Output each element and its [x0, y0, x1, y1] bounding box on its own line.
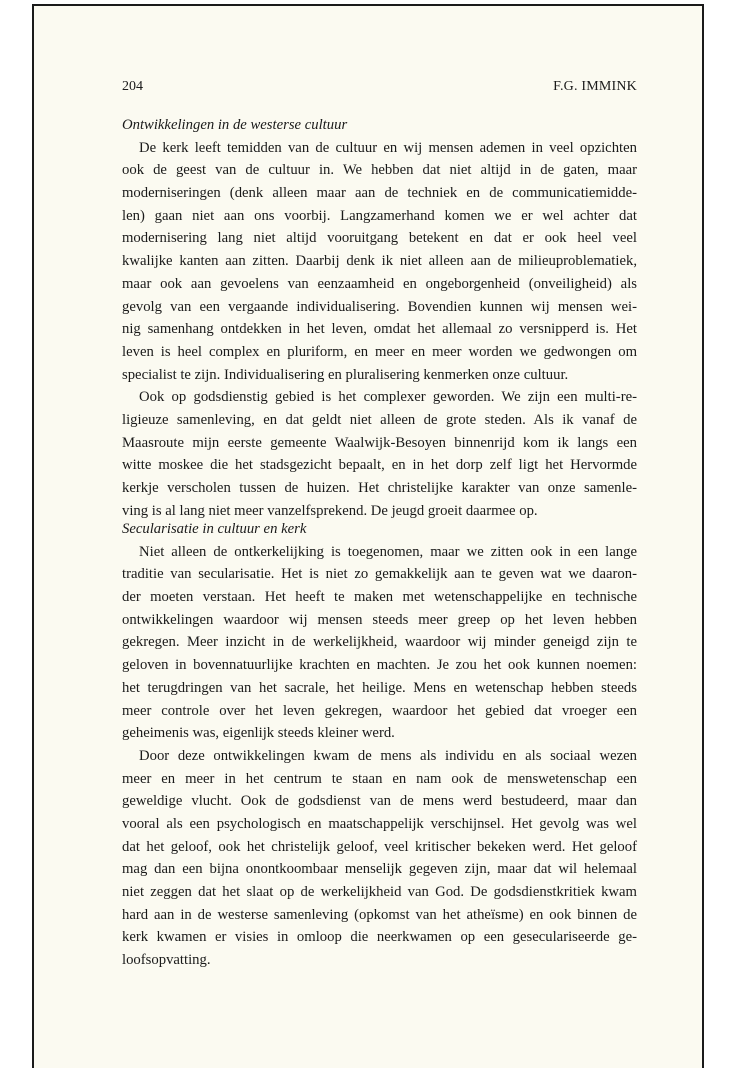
text-line: dat het geloof, ook het christelijk geloof, veel kritischer bekeken werd. Het geloof: [122, 838, 637, 855]
text-line: meer en meer in het centrum te staan en nam ook de menswetenschap een: [122, 770, 637, 787]
text-line: leven is heel complex en pluriform, en meer en meer worden we gedwongen om: [122, 343, 637, 360]
paragraph: [122, 541, 637, 745]
paragraph: [122, 745, 637, 972]
text-line: modernisering lang niet altijd vooruitgang betekent en dat er ook heel veel: [122, 230, 637, 247]
section-ontwikkelingen: [122, 114, 637, 522]
section-body: [122, 541, 637, 972]
text-line: maar ook aan gevoelens van eenzaamheid en ongeborgenheid (onveiligheid) als: [122, 275, 637, 292]
text-line: witte moskee die het stadsgezicht bepaalt, en in het dorp zelf ligt het Hervormde: [122, 457, 637, 474]
text-line: niet zeggen dat het slaat op de werkelijkheid van God. De godsdienstkritiek kwam: [122, 884, 637, 900]
section-heading: Ontwikkelingen in de westerse cultuur: [122, 117, 348, 133]
text-line: mag dan een bijna onontkoombaar menselijk gegeven zijn, maar dat wil helemaal: [122, 861, 637, 878]
text-line: kwalijke kanten aan zitten. Daarbij denk ik niet alleen aan de milieuproblematiek,: [122, 253, 637, 270]
text-line: De kerk leeft temidden van de cultuur en wij mensen ademen in veel opzichten: [139, 139, 637, 156]
text-line: gekregen. Meer inzicht in de werkelijkheid, waardoor wij minder geneigd zijn te: [122, 634, 637, 651]
text-line: traditie van secularisatie. Het is niet zo gemakkelijk aan te geven wat we daaron-: [122, 566, 637, 583]
section-body: [122, 137, 637, 523]
section-secularisatie: [122, 518, 637, 972]
section-heading: Secularisatie in cultuur en kerk: [122, 521, 307, 537]
page-number: 204: [122, 79, 143, 94]
text-line: gevolg van een vergaande individualisering. Bovendien kunnen wij mensen wei-: [122, 298, 637, 315]
text-line: kerkje verscholen tussen de huizen. Het christelijke karakter van onze samenle-: [122, 480, 637, 496]
text-line: Door deze ontwikkelingen kwam de mens als individu en als sociaal wezen: [139, 747, 637, 764]
paragraph: [122, 137, 637, 387]
text-line: ving is al lang niet meer vanzelfsprekend. De jeugd groeit daarmee op.: [122, 502, 538, 519]
text-line: nig samenhang ontdekken in het leven, omdat het allemaal zo versnipperd is. Het: [122, 321, 637, 338]
text-line: loofsopvatting.: [122, 952, 211, 969]
author-name: F.G. IMMINK: [553, 79, 637, 94]
text-line: len) gaan niet aan ons voorbij. Langzamerhand komen we er wel achter dat: [122, 207, 637, 224]
text-line: geloven in bovennatuurlijke krachten en machten. Je zou het ook kunnen noemen:: [122, 657, 637, 674]
text-line: moderniseringen (denk alleen maar aan de techniek en de communicatiemidde-: [122, 185, 637, 202]
text-line: ontwikkelingen waardoor wij mensen steeds meer greep op het leven hebben: [122, 611, 637, 628]
text-line: ligieuze samenleving, en dat geldt niet alleen de grote steden. Als ik vanaf de: [122, 411, 637, 428]
text-line: meer controle over het leven gekregen, waardoor het gebied dat vroeger een: [122, 702, 637, 719]
text-line: vooral als een psychologisch en maatschappelijk verschijnsel. Het gevolg was wel: [122, 815, 637, 832]
text-line: specialist te zijn. Individualisering en pluralisering kenmerken onze cultuur.: [122, 366, 569, 383]
text-line: Niet alleen de ontkerkelijking is toegenomen, maar we zitten ook in een lange: [139, 543, 637, 560]
text-line: Maasroute mijn eerste gemeente Waalwijk-Besoyen binnenrijd kom ik langs een: [122, 434, 637, 451]
text-line: der moeten verstaan. Het heeft te maken met wetenschappelijke en technische: [122, 589, 637, 606]
text-line: hard aan in de westerse samenleving (opkomst van het atheïsme) en ook binnen de: [122, 906, 637, 923]
text-line: het terugdringen van het sacrale, het heilige. Mens en wetenschap hebben steeds: [122, 679, 637, 696]
text-line: kerk kwamen er visies in omloop die neerkwamen op een geseculariseerde ge-: [122, 929, 637, 946]
text-line: Ook op godsdienstig gebied is het complexer geworden. We zijn een multi-re-: [139, 389, 637, 406]
text-line: ook de geest van de cultuur in. We hebben dat niet altijd in de gaten, maar: [122, 162, 637, 179]
text-line: geweldige vlucht. Ook de godsdienst van de mens werd bestudeerd, maar dan: [122, 793, 637, 810]
paragraph: [122, 386, 637, 522]
text-line: geheimenis was, eigenlijk steeds kleiner werd.: [122, 725, 395, 742]
